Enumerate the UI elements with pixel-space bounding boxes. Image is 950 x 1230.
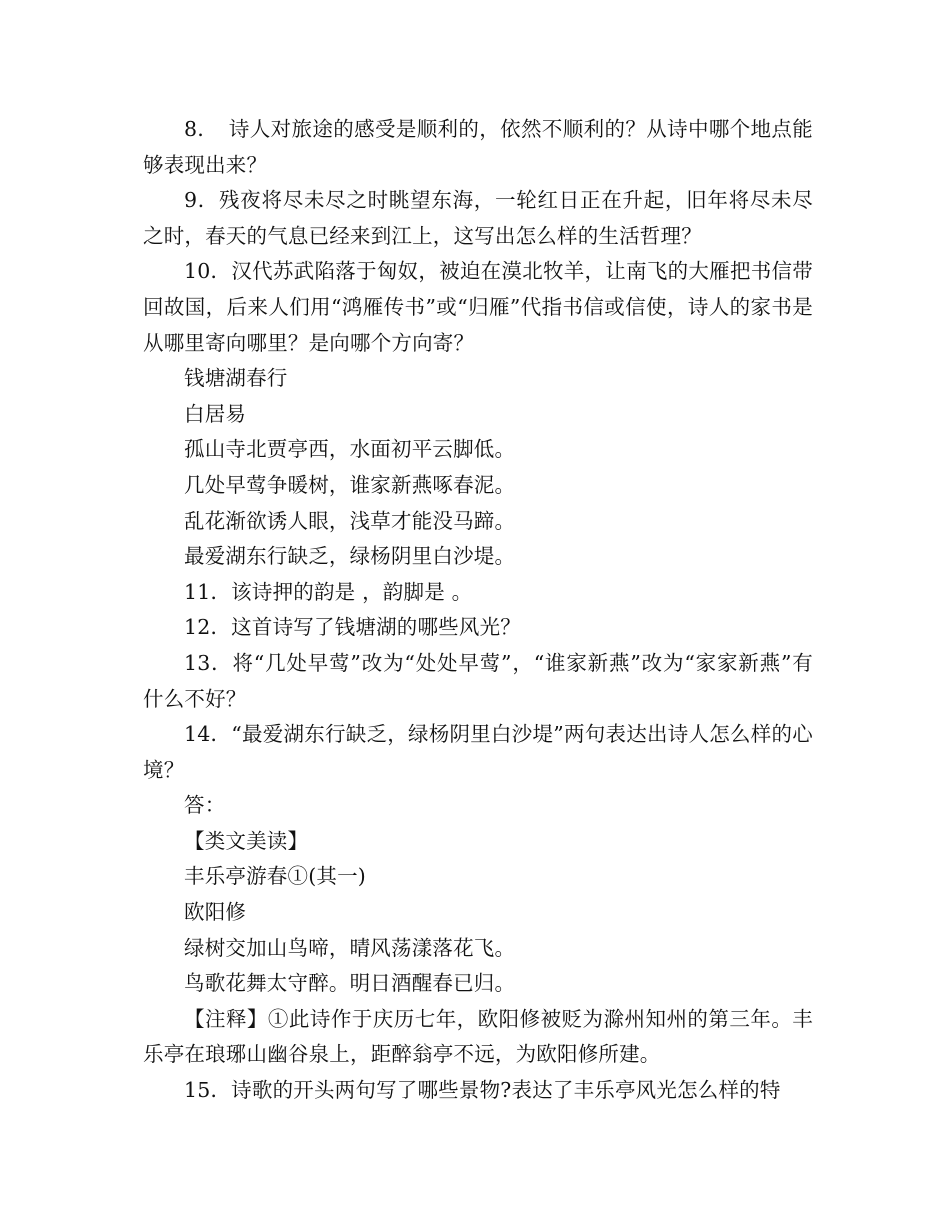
annotation: 【注释】①此诗作于庆历七年，欧阳修被贬为滁州知州的第三年。丰乐亭在琅琊山幽谷泉上，距醉翁亭不远，为欧阳修所建。 — [143, 1006, 813, 1067]
question-13: 13．将“几处早莺”改为“处处早莺”，“谁家新燕”改为“家家新燕”有什么不好？ — [143, 650, 813, 711]
poem-line-2: 几处早莺争暖树，谁家新燕啄春泥。 — [184, 472, 516, 497]
question-8: 8． 诗人对旅途的感受是顺利的，依然不顺利的？从诗中哪个地点能够表现出来？ — [143, 117, 813, 177]
poem2-author: 欧阳修 — [184, 900, 247, 925]
answer-label: 答： — [184, 793, 226, 818]
poem-title: 钱塘湖春行 — [184, 366, 288, 391]
question-10: 10．汉代苏武陷落于匈奴，被迫在漠北牧羊，让南飞的大雁把书信带回故国，后来人们用“鸿雁传书”或“归雁”代指书信或信使，诗人的家书是从哪里寄向哪里？是向哪个方向寄？ — [143, 259, 813, 355]
question-9: 9．残夜将尽未尽之时眺望东海，一轮红日正在升起，旧年将尽未尽之时，春天的气息已经来到江上，这写出怎么样的生活哲理？ — [143, 188, 813, 248]
question-14: 14．“最爱湖东行缺乏，绿杨阴里白沙堤”两句表达出诗人怎么样的心境？ — [143, 722, 813, 782]
question-12: 12．这首诗写了钱塘湖的哪些风光？ — [184, 615, 521, 640]
poem-line-1: 孤山寺北贾亭西，水面初平云脚低。 — [184, 437, 516, 462]
poem-author: 白居易 — [184, 401, 247, 426]
question-11: 11．该诗押的韵是 ，韵脚是 。 — [184, 579, 473, 604]
poem-line-4: 最爱湖东行缺乏，绿杨阴里白沙堤。 — [184, 544, 516, 569]
poem-line-3: 乱花渐欲诱人眼，浅草才能没马蹄。 — [184, 508, 516, 533]
poem2-line-2: 鸟歌花舞太守醉。明日酒醒春已归。 — [184, 971, 516, 996]
poem2-title: 丰乐亭游春①(其一) — [184, 864, 366, 889]
document-body — [143, 112, 813, 1109]
poem2-line-1: 绿树交加山鸟啼，晴风荡漾落花飞。 — [184, 935, 516, 960]
section-heading: 【类文美读】 — [184, 828, 309, 853]
question-15: 15．诗歌的开头两句写了哪些景物?表达了丰乐亭风光怎么样的特 — [184, 1078, 781, 1103]
